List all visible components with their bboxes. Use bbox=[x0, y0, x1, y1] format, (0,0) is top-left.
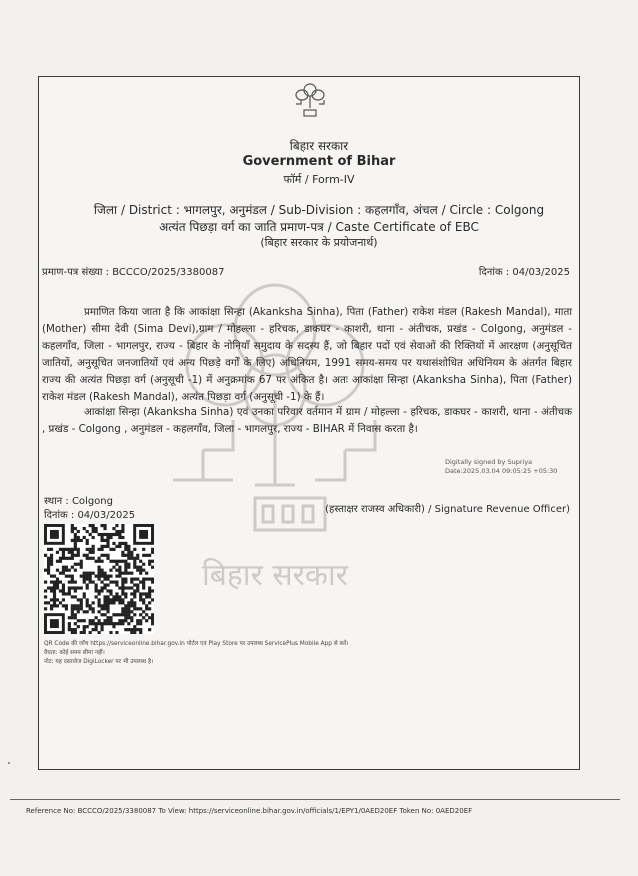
footer-divider bbox=[10, 799, 620, 800]
issue-date: दिनांक : 04/03/2025 bbox=[478, 267, 570, 278]
signature-date: दिनांक : 04/03/2025 bbox=[44, 510, 136, 521]
certificate-number: प्रमाण-पत्र संख्या : BCCCO/2025/3380087 bbox=[42, 267, 225, 278]
validity-note: वैधता: कोई समय सीमा नहीं। bbox=[44, 650, 105, 656]
govt-name-english: Government of Bihar bbox=[242, 154, 396, 169]
govt-name-hindi: बिहार सरकार bbox=[289, 139, 349, 153]
certificate-paragraph-2: आकांक्षा सिन्हा (Akanksha Sinha) एवं उनका परिवार वर्तमान में ग्राम / मोहल्ला - हरिचक, डाकघर - काशरी, थाना - अंतीचक , प्रखंड - Colgong , अनुमंडल - कहलगाँव, जिला - भागलपुर, राज्य - BIHAR में निवास करता है। bbox=[42, 406, 572, 435]
bihar-emblem-logo bbox=[290, 80, 330, 120]
signature-officer-label: (हस्ताक्षर राजस्व अधिकारी) / Signature Revenue Officer) bbox=[325, 504, 570, 515]
margin-dot bbox=[8, 762, 10, 764]
qr-code[interactable] bbox=[44, 524, 154, 634]
digital-signature-name: Digitally signed by Supriya bbox=[445, 458, 533, 466]
digital-signature-block bbox=[445, 458, 557, 476]
digilocker-note: नोट: यह दस्तावेज DigiLocker पर भी उपलब्ध है। bbox=[44, 659, 154, 665]
certificate-paragraph-1: प्रमाणित किया जाता है कि आकांक्षा सिन्हा (Akanksha Sinha), पिता (Father) राकेश मंडल (Rakesh Mandal), माता (Mother) सीमा देवी (Sima Devi),ग्राम / मोहल्ला - हरिचक, डाकघर - काशरी, थाना - अंतीचक, प्रखंड - Colgong, अनुमंडल - कहलगाँव, जिला - भागलपुर, राज्य - बिहार के नोनियाँ समुदाय के सदस्य हैं, जो बिहार पदों एवं सेवाओं की रिक्तियों में आरक्षण (अनुसूचित जातियों, अनुसूचित जनजातियों एवं अन्य पिछड़े वर्गों के लिए) अधिनियम, 1991 समय-समय पर यथासंशोधित अधिनियम के अंतर्गत बिहार राज्य की अत्यंत पिछड़ा वर्ग (अनुसूची -1) में अनुक्रमांक 67 पर अंकित है। अतः आकांक्षा सिन्हा (Akanksha Sinha), पिता (Father) राकेश मंडल (Rakesh Mandal), अत्यंत पिछड़ा वर्ग (अनुसूची -1) के हैं। bbox=[42, 306, 572, 403]
certificate-purpose: (बिहार सरकार के प्रयोजनार्थ) bbox=[260, 236, 378, 249]
reference-footer: Reference No: BCCCO/2025/3380087 To View: https://serviceonline.bihar.gov.in/officials/1/EPY1/0AED20EF Token No: 0AED20EF bbox=[26, 807, 473, 815]
certificate-title: अत्यंत पिछड़ा वर्ग का जाति प्रमाण-पत्र / Caste Certificate of EBC bbox=[159, 220, 479, 234]
place-label: स्थान : Colgong bbox=[44, 496, 113, 507]
form-number: फॉर्म / Form-IV bbox=[283, 173, 355, 186]
district-line: जिला / District : भागलपुर, अनुमंडल / Sub-Division : कहलगाँव, अंचल / Circle : Colgong bbox=[93, 203, 545, 217]
digital-signature-date: Date:2025.03.04 09:05:25 +05:30 bbox=[445, 467, 558, 475]
watermark-text: बिहार सरकार bbox=[201, 558, 349, 593]
qr-verification-note: QR Code की जाँच https://serviceonline.bihar.gov.in पोर्टल एवं Play Store पर उपलब्ध ServicePlus Mobile App से करें। bbox=[44, 641, 349, 647]
